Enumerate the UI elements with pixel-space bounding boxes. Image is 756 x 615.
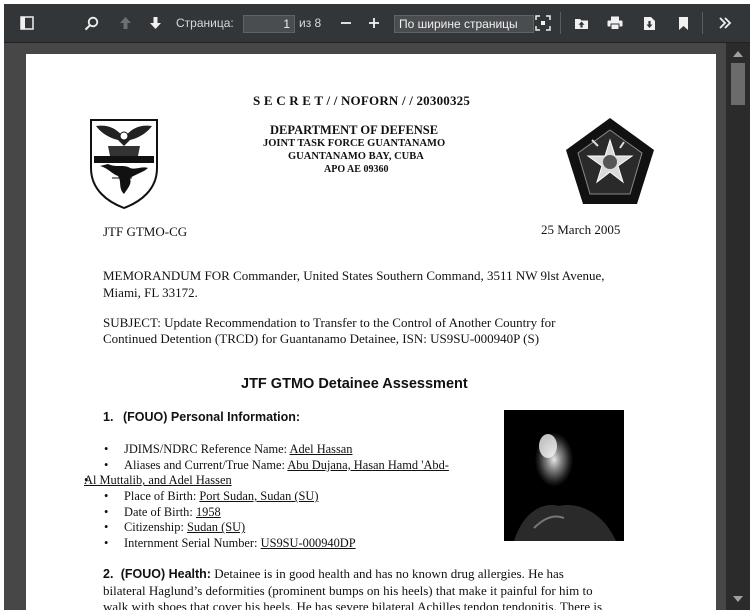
previous-page-icon[interactable] xyxy=(114,4,136,42)
office-symbol: JTF GTMO-CG xyxy=(103,224,188,239)
pdf-page xyxy=(26,54,716,610)
pentagon-seal xyxy=(562,114,658,208)
print-icon[interactable] xyxy=(604,4,626,42)
zoom-out-icon[interactable] xyxy=(337,4,355,42)
pdf-toolbar xyxy=(4,4,750,43)
page-total: из 8 xyxy=(299,16,322,30)
health-line-1: 2. (FOUO) Health: Detainee is in good health and has no known drug allergies. He has xyxy=(103,566,564,581)
zoom-in-icon[interactable] xyxy=(365,4,383,42)
location-line: GUANTANAMO BAY, CUBA xyxy=(288,151,424,162)
scrollbar-thumb[interactable] xyxy=(731,63,745,105)
section-1-number: 1. xyxy=(103,410,114,424)
next-page-icon[interactable] xyxy=(144,4,166,42)
sidebar-toggle-icon[interactable] xyxy=(16,4,38,42)
memo-for-line-2: Miami, FL 33172. xyxy=(103,285,198,300)
scroll-up-icon[interactable] xyxy=(732,49,744,59)
search-icon[interactable] xyxy=(80,4,102,42)
vertical-scrollbar[interactable] xyxy=(726,43,750,610)
health-line-3: walk with shoes that cover his heels. He has severe bilateral Achilles tendon tendonitis. There is xyxy=(103,599,603,610)
document-viewport[interactable] xyxy=(4,43,726,610)
tools-menu-icon[interactable] xyxy=(712,4,738,42)
toolbar-separator xyxy=(560,12,561,34)
section-2-number: 2. xyxy=(103,567,114,581)
memo-date: 25 March 2005 xyxy=(541,222,621,237)
zoom-select[interactable]: По ширине страницы xyxy=(394,15,534,33)
bookmark-icon[interactable] xyxy=(672,4,694,42)
pdf-viewer-window xyxy=(4,4,750,610)
page-number-input[interactable]: 1 xyxy=(243,15,295,33)
list-item: • Internment Serial Number: US9SU-000940DP xyxy=(104,536,449,552)
apo-line: APO AE 09360 xyxy=(324,164,389,175)
personal-info-list xyxy=(84,442,449,552)
page-label: Страница: xyxy=(176,16,234,30)
assessment-heading: JTF GTMO Detainee Assessment xyxy=(241,376,468,392)
memo-for-line-1: MEMORANDUM FOR Commander, United States Southern Command, 3511 NW 9lst Avenue, xyxy=(103,268,605,283)
list-item xyxy=(84,473,449,489)
classification-marking: S E C R E T / / NOFORN / / 20300325 xyxy=(253,93,471,108)
open-file-icon[interactable] xyxy=(570,4,592,42)
health-line-2: bilateral Haglund’s deformities (prominent bumps on his heels) that make it painful for him to xyxy=(103,583,593,598)
section-2-title: (FOUO) Health: xyxy=(120,567,211,581)
list-item: • Aliases and Current/True Name: Abu Dujana, Hasan Hamd 'Abd- xyxy=(104,458,449,474)
detainee-photo xyxy=(504,410,624,541)
scroll-down-icon[interactable] xyxy=(732,594,744,604)
subject-line-1: SUBJECT: Update Recommendation to Transfer to the Control of Another Country for xyxy=(103,315,556,330)
jtf-title: JOINT TASK FORCE GUANTANAMO xyxy=(263,138,446,149)
subject-line-2: Continued Detention (TRCD) for Guantanamo Detainee, ISN: US9SU-000940P (S) xyxy=(103,331,540,346)
list-item: • JDIMS/NDRC Reference Name: Adel Hassan xyxy=(104,442,449,458)
list-item: • Date of Birth: 1958 xyxy=(104,505,449,521)
list-item: • Place of Birth: Port Sudan, Sudan (SU) xyxy=(104,489,449,505)
section-1-title: (FOUO) Personal Information: xyxy=(123,410,301,424)
alias-continuation: Al Muttalib, and Adel Hassen xyxy=(84,473,232,488)
download-icon[interactable] xyxy=(638,4,660,42)
presentation-mode-icon[interactable] xyxy=(532,4,554,42)
toolbar-separator xyxy=(702,12,703,34)
list-item: • Citizenship: Sudan (SU) xyxy=(104,520,449,536)
department-title: DEPARTMENT OF DEFENSE xyxy=(270,123,439,137)
jtf-guantanamo-seal xyxy=(88,116,160,210)
